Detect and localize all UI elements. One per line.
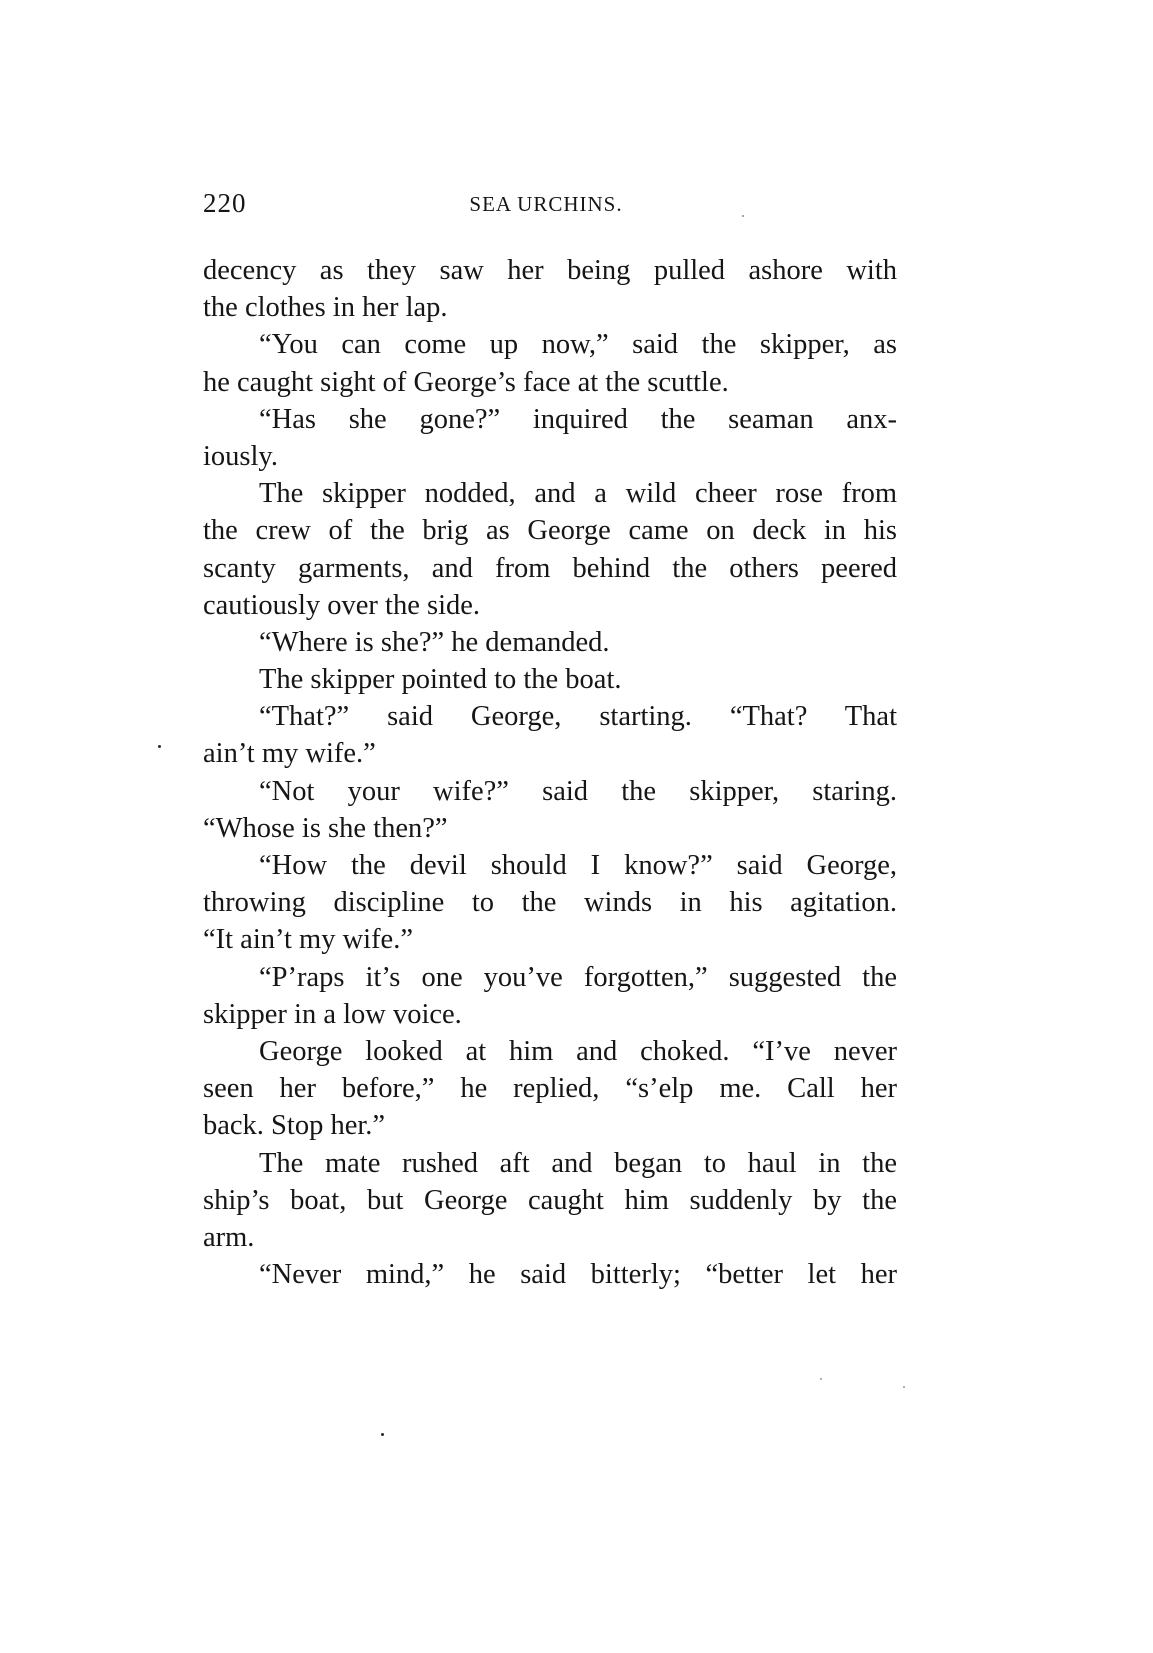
- scan-speck: [158, 745, 161, 748]
- text-line: “Where is she?” he demanded.: [259, 626, 610, 658]
- text-line: “Has she gone?” inquired the seaman anx-: [259, 403, 897, 435]
- text-line: scanty garments, and from behind the others peered: [203, 552, 897, 584]
- text-line: “That?” said George, starting. “That? That: [259, 701, 897, 733]
- text-line: skipper in a low voice.: [203, 998, 462, 1030]
- text-line: George looked at him and choked. “I’ve never: [259, 1035, 897, 1067]
- scan-speck: [820, 1378, 822, 1380]
- text-line: The skipper pointed to the boat.: [259, 664, 622, 696]
- scan-speck: [903, 1386, 905, 1388]
- text-line: “Not your wife?” said the skipper, staring.: [259, 775, 897, 807]
- text-line: decency as they saw her being pulled ashore with: [203, 255, 897, 286]
- text-line: ain’t my wife.”: [203, 738, 376, 770]
- text-line: he caught sight of George’s face at the scuttle.: [203, 366, 729, 398]
- text-line: the clothes in her lap.: [203, 292, 448, 324]
- text-line: cautiously over the side.: [203, 589, 481, 621]
- running-title: SEA URCHINS.: [469, 192, 623, 216]
- page-number: 220: [203, 188, 247, 218]
- text-line: “P’raps it’s one you’ve forgotten,” suggested the: [259, 961, 897, 993]
- text-line: the crew of the brig as George came on deck in his: [203, 515, 897, 547]
- text-line: “You can come up now,” said the skipper, as: [259, 329, 897, 361]
- text-line: arm.: [203, 1221, 255, 1253]
- text-line: seen her before,” he replied, “s’elp me. Call her: [203, 1073, 897, 1105]
- body-text: [203, 252, 897, 1293]
- scan-speck: [381, 1433, 384, 1436]
- text-line: ship’s boat, but George caught him suddenly by the: [203, 1184, 897, 1216]
- text-line: “How the devil should I know?” said George,: [259, 850, 897, 881]
- text-line: The mate rushed aft and began to haul in the: [259, 1147, 897, 1179]
- text-line: The skipper nodded, and a wild cheer rose from: [259, 478, 897, 510]
- text-line: throwing discipline to the winds in his agitation.: [203, 887, 897, 919]
- scan-speck: [742, 215, 744, 217]
- text-line: iously.: [203, 440, 278, 472]
- page-header: [203, 188, 889, 228]
- text-line: back. Stop her.”: [203, 1110, 386, 1142]
- text-line: “It ain’t my wife.”: [203, 924, 413, 956]
- text-line: “Whose is she then?”: [203, 812, 448, 844]
- text-line: “Never mind,” he said bitterly; “better let her: [259, 1259, 897, 1291]
